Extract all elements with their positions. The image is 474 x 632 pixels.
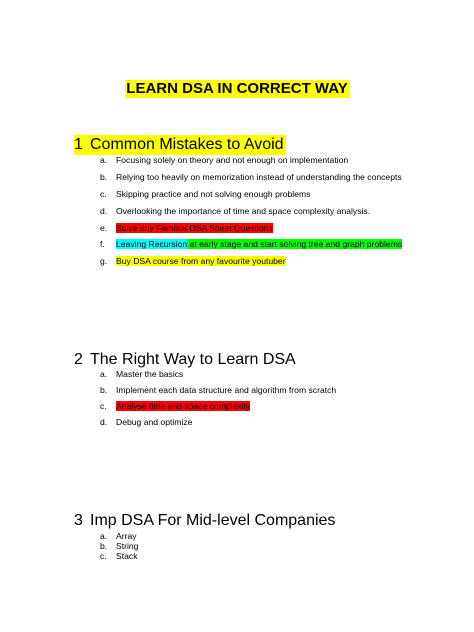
list-item-text: Focusing solely on theory and not enough on implementation (116, 155, 349, 165)
list-marker: e. (100, 223, 108, 233)
section-right-way (74, 350, 454, 433)
list-item-highlighted-green (74, 239, 454, 256)
list-item (74, 172, 454, 189)
list-item (74, 531, 454, 541)
list-item-text: Stack (116, 551, 138, 561)
section-heading-text: Imp DSA For Mid-level Companies (90, 512, 336, 529)
list-marker: d. (100, 417, 108, 427)
list-marker: b. (100, 385, 108, 395)
list-item-highlighted-red (74, 401, 454, 417)
section-heading (74, 350, 296, 370)
section-heading-text: The Right Way to Learn DSA (90, 351, 296, 368)
list-item-text: String (116, 541, 139, 551)
list-item-text-green: at early stage and start solving tree and graph problems (187, 239, 403, 249)
list-item-text: Implement each data structure and algorithm from scratch (116, 385, 337, 395)
list-item-text: Master the basics (116, 369, 184, 379)
list-item-highlighted-red (74, 223, 454, 239)
list-item (74, 417, 454, 433)
list-item (74, 189, 454, 206)
list-item-text: Analyse time and space complexity (116, 401, 251, 411)
document-title-text: LEARN DSA IN CORRECT WAY (126, 80, 348, 97)
list-marker: a. (100, 369, 108, 379)
mistakes-list (74, 155, 454, 273)
section-heading (74, 511, 335, 531)
list-item (74, 155, 454, 172)
section-common-mistakes (74, 135, 454, 273)
right-way-list (74, 369, 454, 433)
list-item (74, 385, 454, 401)
list-marker: b. (100, 172, 108, 182)
section-heading (74, 135, 286, 155)
list-item-text: Skipping practice and not solving enough problems (116, 189, 311, 199)
list-marker: f. (100, 239, 105, 249)
list-marker: g. (100, 256, 108, 266)
list-marker: a. (100, 155, 108, 165)
list-item (74, 369, 454, 385)
list-marker: c. (100, 551, 107, 561)
section-imp-dsa (74, 511, 454, 561)
imp-dsa-list (74, 531, 454, 561)
list-marker: b. (100, 541, 108, 551)
section-number: 1 (74, 136, 83, 153)
list-marker: a. (100, 531, 108, 541)
list-item (74, 206, 454, 223)
list-item-text-cyan: Leaving Recursion (116, 239, 188, 249)
document-title (0, 80, 474, 98)
list-item (74, 541, 454, 551)
list-item-text: Overlooking the importance of time and space complexity analysis. (116, 206, 371, 216)
list-item (74, 551, 454, 561)
list-item-text: Array (116, 531, 137, 541)
list-item-text: Debug and optimize (116, 417, 193, 427)
section-heading-text: Common Mistakes to Avoid (90, 136, 284, 153)
list-marker: c. (100, 189, 107, 199)
section-number: 3 (74, 512, 83, 529)
list-marker: d. (100, 206, 108, 216)
red-highlight (100, 223, 273, 233)
list-item-highlighted-yellow (74, 256, 454, 273)
list-item-text: Buy DSA course from any favourite youtuber (116, 256, 286, 266)
list-marker: c. (100, 401, 107, 411)
red-highlight (100, 401, 251, 411)
list-item-text: Relying too heavily on memorization instead of understanding the concepts (116, 172, 402, 182)
list-item-text: Solve any Famous DSA Sheet Questions (116, 223, 273, 233)
section-number: 2 (74, 351, 83, 368)
